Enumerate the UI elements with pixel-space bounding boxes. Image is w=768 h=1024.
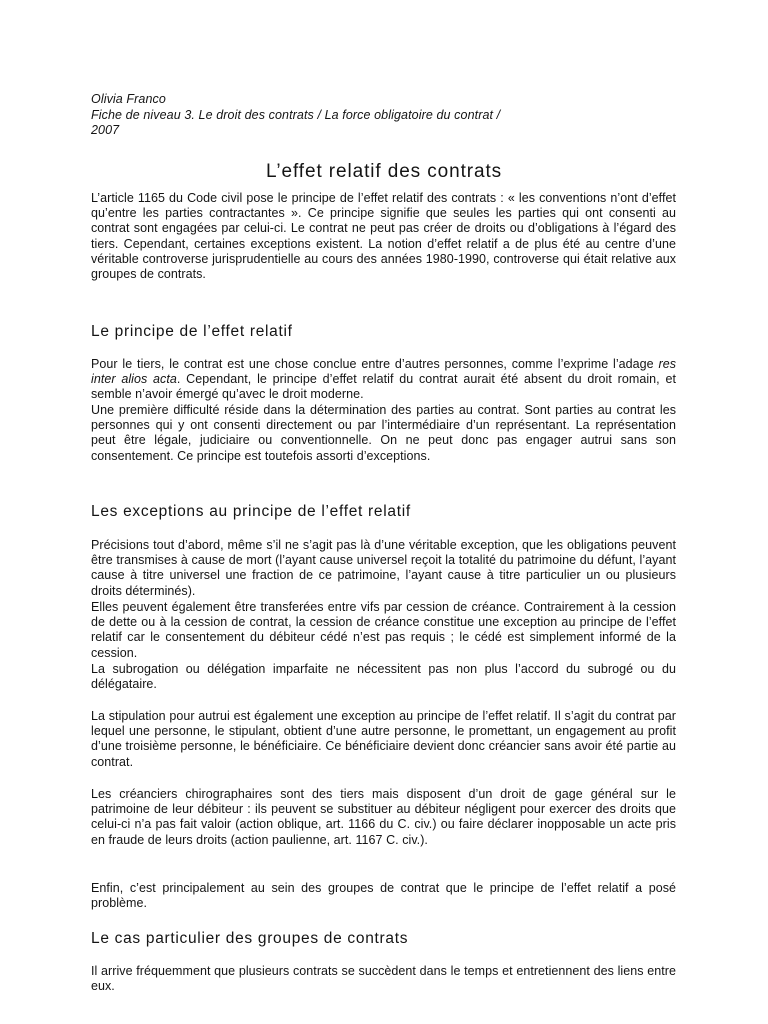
section2-paragraph-3: La subrogation ou délégation imparfaite ne nécessitent pas non plus l’accord du subrogé ou du délégataire. [91, 662, 676, 692]
section2-paragraph-6: Enfin, c’est principalement au sein des groupes de contrat que le principe de l’effet relatif a posé problème. [91, 881, 676, 911]
document-header [91, 92, 681, 139]
document-title: L’effet relatif des contrats [265, 161, 503, 182]
section-heading-principe: Le principe de l’effet relatif [91, 323, 293, 340]
section2-paragraph-5: Les créanciers chirographaires sont des tiers mais disposent d’un droit de gage général sur le patrimoine de leur débiteur : ils peuvent se substituer au débiteur négligent pour exercer des droits que celui-ci n’a pas fait valoir (action oblique, art. 1166 du C. civ.) ou faire déclarer inopposable un acte pris en fraude de leurs droits (action paulienne, art. 1167 C. civ.). [91, 787, 676, 847]
section2-paragraph-1: Précisions tout d’abord, même s’il ne s’agit pas là d’une véritable exception, que les obligations peuvent être transmises à cause de mort (l’ayant cause universel reçoit la totalité du patrimoine du défunt, l’ayant cause à titre universel une fraction de ce patrimoine, l’ayant cause à titre particulier un ou plusieurs droits déterminés). [91, 538, 676, 598]
author-name: Olivia Franco [91, 92, 166, 106]
header-year: 2007 [91, 123, 120, 137]
header-subtitle: Fiche de niveau 3. Le droit des contrats / La force obligatoire du contrat / [91, 107, 501, 122]
section3-paragraph-1: Il arrive fréquemment que plusieurs contrats se succèdent dans le temps et entretiennent des liens entre eux. [91, 964, 676, 994]
section1-p1-before: Pour le tiers, le contrat est une chose conclue entre d’autres personnes, comme l’exprime l’adage [91, 357, 659, 371]
section1-paragraph-1 [91, 357, 676, 403]
section-heading-groupes: Le cas particulier des groupes de contrats [91, 930, 409, 947]
section-heading-exceptions: Les exceptions au principe de l’effet relatif [91, 503, 411, 520]
section2-paragraph-4: La stipulation pour autrui est également une exception au principe de l’effet relatif. Il s’agit du contrat par lequel une personne, le stipulant, obtient d’une autre personne, le promettant, un engagement au profit d’une troisième personne, le bénéficiaire. Ce bénéficiaire devient donc créancier sans avoir été partie au contrat. [91, 709, 676, 769]
section1-p1-after: . Cependant, le principe d’effet relatif du contrat aurait été absent du droit romain, et semble n’avoir émergé qu’avec le droit moderne. [91, 372, 676, 402]
latin-adage: res inter alios acta [91, 357, 676, 387]
section1-paragraph-2: Une première difficulté réside dans la détermination des parties au contrat. Sont parties au contrat les personnes qui y ont consenti directement ou par l’intermédiaire d’un représentant. La représentation peut être légale, judiciaire ou conventionnelle. On ne peut donc pas engager autrui sans son consentement. Ce principe est toutefois assorti d’exceptions. [91, 403, 676, 463]
section2-paragraph-2: Elles peuvent également être transferées entre vifs par cession de créance. Contrairement à la cession de dette ou à la cession de contrat, la cession de créance constitue une exception au principe de l’effet relatif car le consentement du débiteur cédé n’est pas requis ; le cédé est simplement informé de la cession. [91, 600, 676, 660]
intro-paragraph: L’article 1165 du Code civil pose le principe de l’effet relatif des contrats : « les conventions n’ont d’effet qu’entre les parties contractantes ». Ce principe signifie que seules les parties qui ont consenti au contrat sont engagées par celui-ci. Le contrat ne peut pas créer de droits ou d’obligations à l’égard des tiers. Cependant, certaines exceptions existent. La notion d’effet relatif a de plus été au centre d’une véritable controverse jurisprudentielle au cours des années 1980-1990, controverse qui était relative aux groupes de contrats. [91, 191, 676, 282]
